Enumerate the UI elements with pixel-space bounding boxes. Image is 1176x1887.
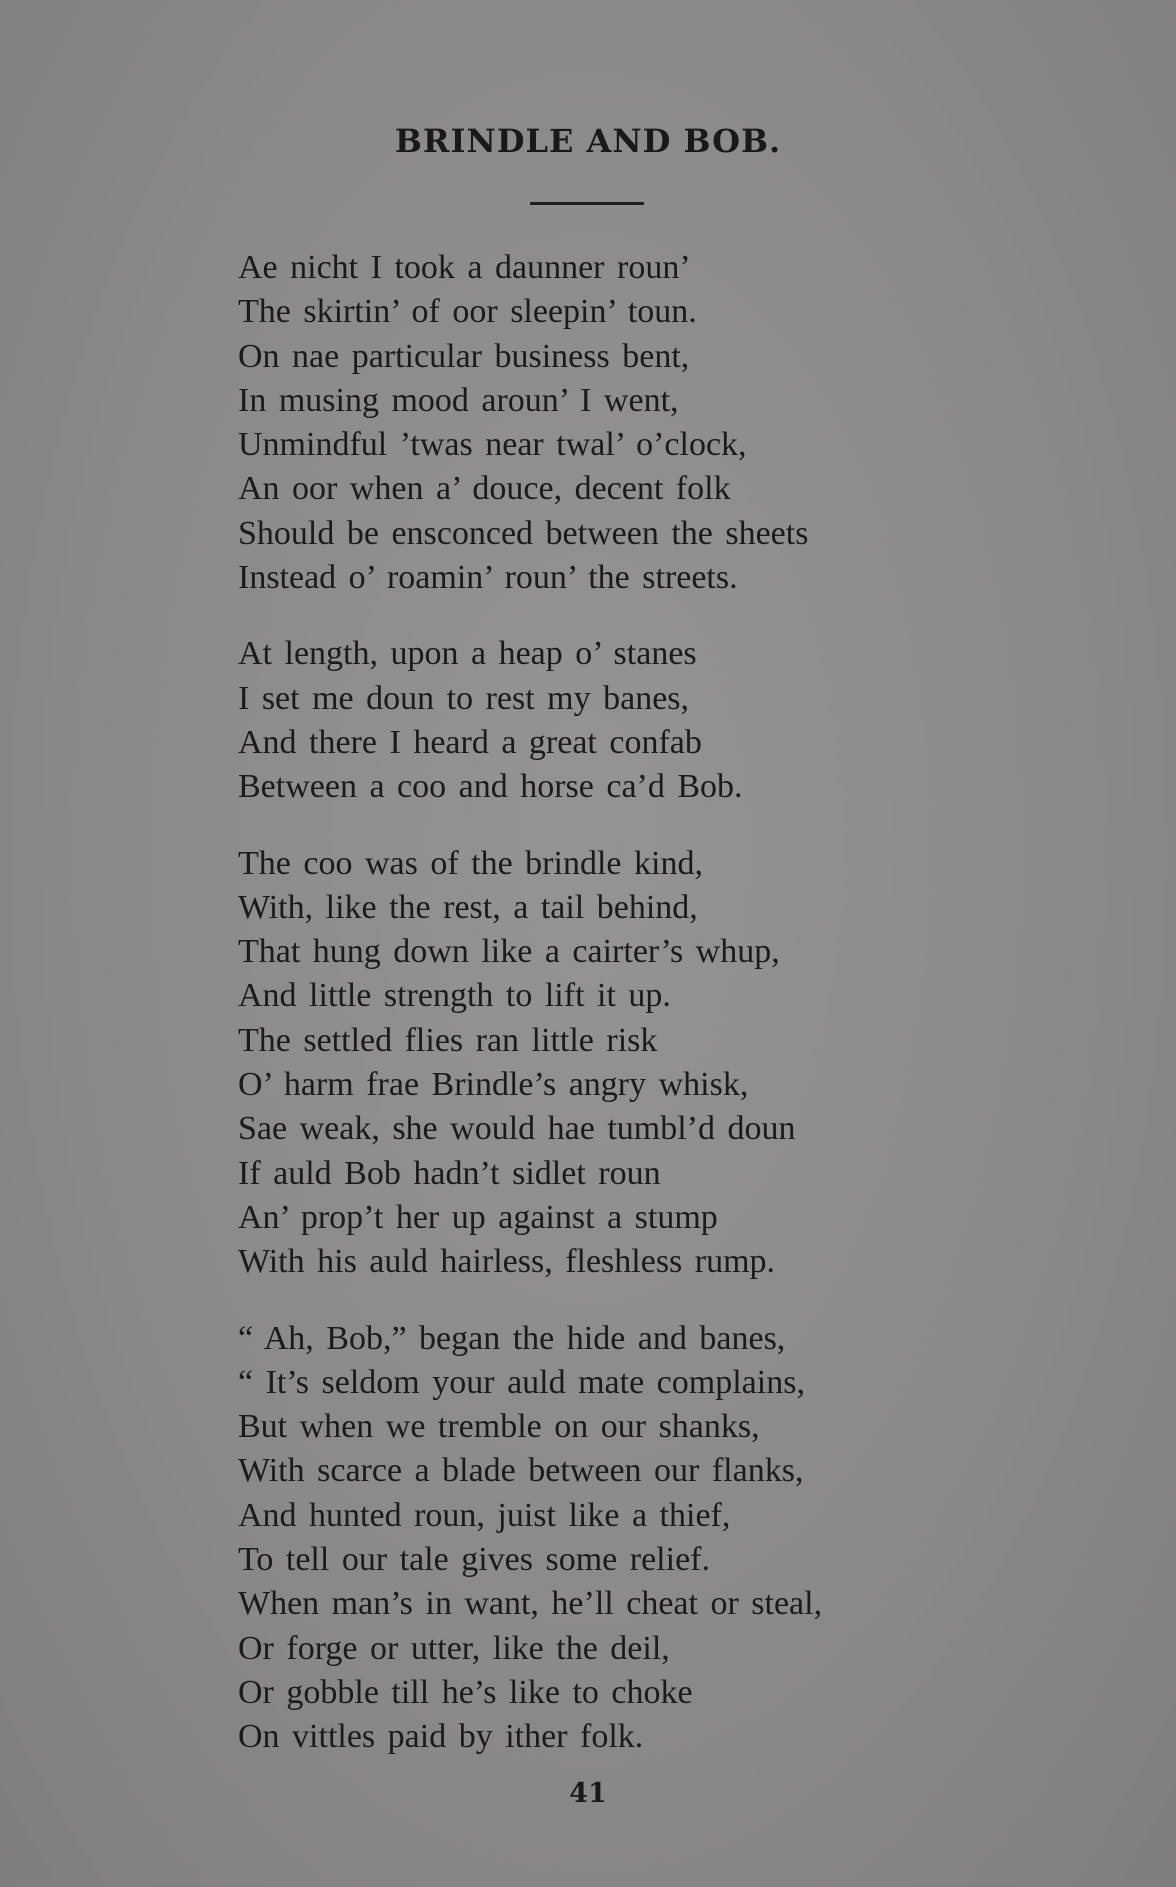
poem-line: That hung down like a cairter’s whup, (238, 933, 780, 971)
poem-line: Or forge or utter, like the deil, (238, 1629, 670, 1667)
poem-line: Sae weak, she would hae tumbl’d doun (238, 1110, 796, 1148)
poem-line: I set me doun to rest my banes, (238, 679, 690, 717)
poem-line: With his auld hairless, fleshless rump. (238, 1243, 776, 1281)
poem-line: Ae nicht I took a daunner roun’ (238, 249, 691, 286)
poem-line: But when we tremble on our shanks, (238, 1408, 760, 1446)
poem-line: On nae particular business bent, (238, 337, 690, 375)
poem-title: BRINDLE AND BOB. (394, 122, 782, 160)
title-divider (530, 202, 644, 205)
poem-line: When man’s in want, he’ll cheat or steal, (238, 1585, 823, 1623)
poem-line: “ It’s seldom your auld mate complains, (238, 1363, 805, 1401)
poem-line: In musing mood aroun’ I went, (238, 381, 679, 419)
poem-line: On vittles paid by ither folk. (238, 1718, 644, 1756)
poem-line: And little strength to lift it up. (238, 977, 671, 1015)
poem-line: Or gobble till he’s like to choke (238, 1673, 693, 1711)
poem-line: And hunted roun, juist like a thief, (238, 1496, 731, 1534)
poem-line: “ Ah, Bob,” began the hide and banes, (238, 1319, 786, 1357)
poem-line: At length, upon a heap o’ stanes (238, 635, 697, 673)
poem-line: An oor when a’ douce, decent folk (238, 470, 731, 508)
poem-line: Instead o’ roamin’ roun’ the streets. (238, 559, 738, 597)
poem-line: Between a coo and horse ca’d Bob. (238, 768, 743, 806)
stanza-3 (238, 842, 958, 1285)
poem-line: And there I heard a great confab (238, 723, 702, 761)
page-number: 41 (569, 1778, 607, 1809)
poem-line: Unmindful ’twas near twal’ o’clock, (238, 426, 747, 464)
poem-line: With scarce a blade between our flanks, (238, 1452, 804, 1490)
stanza-1 (238, 246, 958, 600)
poem-line: An’ prop’t her up against a stump (238, 1198, 718, 1236)
poem-line: The coo was of the brindle kind, (238, 844, 703, 882)
poem-body (238, 246, 958, 1792)
stanza-4 (238, 1317, 958, 1760)
poem-line: With, like the rest, a tail behind, (238, 888, 698, 926)
poem-line: To tell our tale gives some relief. (238, 1541, 710, 1579)
stanza-2 (238, 632, 958, 809)
poem-line: The settled flies ran little risk (238, 1021, 658, 1059)
poem-line: O’ harm frae Brindle’s angry whisk, (238, 1066, 749, 1104)
poem-line: Should be ensconced between the sheets (238, 514, 809, 552)
poem-line: If auld Bob hadn’t sidlet roun (238, 1154, 661, 1192)
poem-line: The skirtin’ of oor sleepin’ toun. (238, 293, 697, 331)
